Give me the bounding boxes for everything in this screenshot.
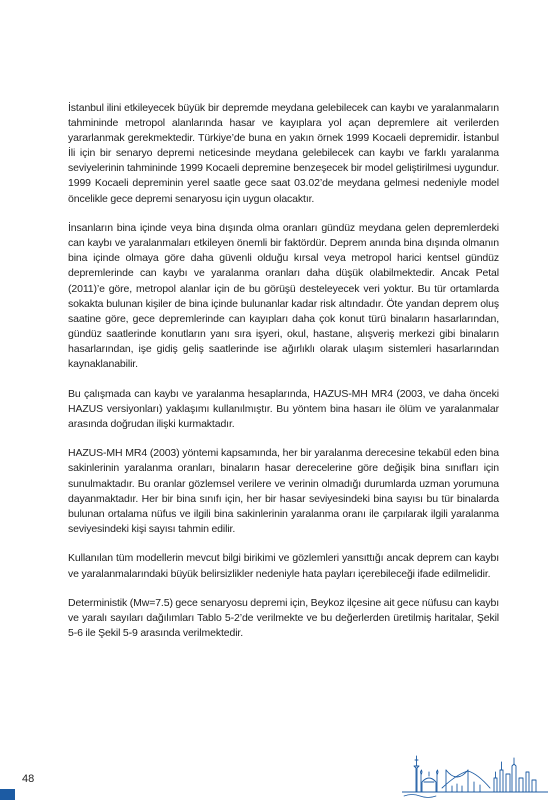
- paragraph-6: Deterministik (Mw=7.5) gece senaryosu depremi için, Beykoz ilçesine ait gece nüfusu can kaybı ve yaralı sayıları dağılımları Tablo 5-2’de verilmekte ve bu değerlerden üretilmiş haritalar, Şekil 5-6 ile Şekil 5-9 arasında verilmektedir.: [68, 597, 499, 640]
- paragraph-3: Bu çalışmada can kaybı ve yaralanma hesaplarında, HAZUS-MH MR4 (2003, ve daha önceki HAZUS versiyonları) yaklaşımı kullanılmıştır. Bu yöntem bina hasarı ile ölüm ve yaralanmalar arasında doğrudan ilişki kurmaktadır.: [68, 387, 499, 430]
- body-text: [68, 101, 499, 656]
- page-number: 48: [22, 773, 35, 785]
- corner-accent-bar: [0, 789, 15, 800]
- paragraph-4: HAZUS-MH MR4 (2003) yöntemi kapsamında, her bir yaralanma derecesine tekabül eden bina sakinlerinin yaralanma oranları, binaların hasar derecelerine göre değişik bina sınıfları için sunulmaktadır. Bu oranlar gözlemsel verilere ve verinin olmadığı durumlarda uzman yorumuna dayanmaktadır. Her bir bina sınıfı için, her bir hasar seviyesindeki bina sayısı bu tür binalarda bulunan ortalama nüfus ve ilgili bina sakinlerinin yaralanma oranı ile çarpılarak ilgili yaralanma seviyesindeki kişi sayısı tahmin edilir.: [68, 447, 499, 535]
- istanbul-skyline-icon: [402, 744, 548, 800]
- paragraph-5: Kullanılan tüm modellerin mevcut bilgi birikimi ve gözlemleri yansıttığı ancak deprem can kaybı ve yaralanmalarındaki büyük belirsizlikler nedeniyle hata payları içerebileceği ifade edilmelidir.: [68, 552, 499, 580]
- paragraph-1: İstanbul ilini etkileyecek büyük bir depremde meydana gelebilecek can kaybı ve yaralanmaların tahmininde metropol alanlarında hasar ve kayıplara yol açan depremlere ait verilerden yararlanmak gerekmektedir. Türkiye’de buna en yakın örnek 1999 Kocaeli depremidir. İstanbul İli için bir senaryo depremi neticesinde meydana gelebilecek can kaybı ve farklı yaralanma seviyelerinin tahmininde 1999 Kocaeli depremine benzeşecek bir model geliştirilmesi uygundur. 1999 Kocaeli depreminin yerel saatle gece saat 03.02’de meydana gelmesi nedeniyle model öncelikle gece depremi senaryosu için uygun olacaktır.: [68, 102, 499, 205]
- paragraph-2: İnsanların bina içinde veya bina dışında olma oranları gündüz meydana gelen depremlerdeki can kaybı ve yaralanmaları etkileyen önemli bir faktördür. Deprem anında bina dışında olmanın bina içinde olmaya göre daha güvenli olduğu kırsal veya metropol harici kentsel gündüz depremlerinde can kaybı ve yaralanma oranları daha düşük olabilmektedir. Ancak Petal (2011)’e göre, metropol alanlar için de bu görüşü desteleyecek veri yoktur. Bu tür ortamlarda sokakta bulunan kişiler de bina içinde bulunanlar kadar risk altındadır. Öte yandan deprem oluş saatine göre, gece depremlerinde can kayıpları daha çok konut türü binaların hasarlarından, gündüz saatlerinde konutların yanı sıra işyeri, okul, hastane, alışveriş merkezi gibi binaların hasarlarından, işe gidiş geliş saatlerinde ise ağırlıklı olarak ulaşım sistemleri hasarlarından kaynaklanabilir.: [68, 222, 499, 370]
